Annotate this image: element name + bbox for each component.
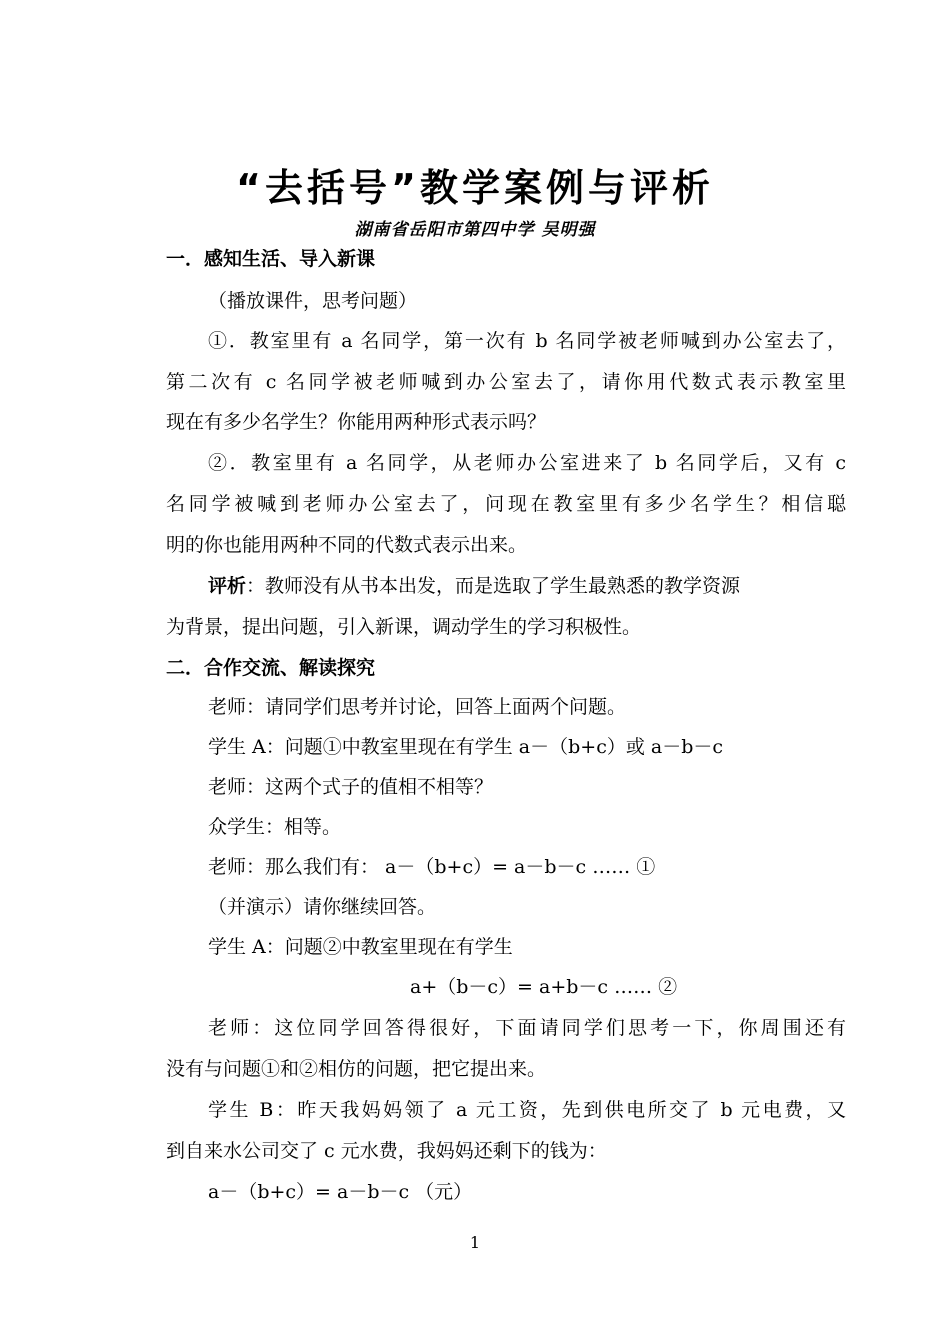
dialogue-line-5: 老师：那么我们有： a－（b+c）= a－b－c …… ① — [208, 856, 656, 878]
document-title: “去括号”教学案例与评析 — [236, 166, 714, 210]
paragraph-note: （播放课件，思考问题） — [208, 290, 418, 312]
comment-line-2: 为背景，提出问题，引入新课，调动学生的学习积极性。 — [166, 616, 642, 638]
dialogue-line-9a: 老师：这位同学回答得很好，下面请同学们思考一下，你周围还有 — [208, 1017, 846, 1039]
question-1-line-2: 第二次有 c 名同学被老师喊到办公室去了，请你用代数式表示教室里 — [166, 371, 846, 393]
dialogue-line-2: 学生 A：问题①中教室里现在有学生 a－（b+c）或 a－b－c — [208, 736, 724, 758]
page-number: 1 — [469, 1233, 481, 1252]
formula-2: a+（b－c）= a+b－c …… ② — [410, 976, 678, 998]
dialogue-line-9b: 没有与问题①和②相仿的问题，把它提出来。 — [166, 1058, 547, 1080]
dialogue-line-7: 学生 A：问题②中教室里现在有学生 — [208, 936, 513, 958]
dialogue-line-3: 老师：这两个式子的值相不相等？ — [208, 776, 494, 798]
comment-line-1 — [208, 571, 846, 601]
section-heading-1: 一．感知生活、导入新课 — [166, 248, 376, 270]
dialogue-line-4: 众学生：相等。 — [208, 816, 342, 838]
question-2-line-1: ②．教室里有 a 名同学，从老师办公室进来了 b 名同学后，又有 c — [208, 452, 846, 474]
dialogue-line-6: （并演示）请你继续回答。 — [208, 896, 437, 918]
question-1-line-1: ①．教室里有 a 名同学，第一次有 b 名同学被老师喊到办公室去了， — [208, 330, 846, 352]
section-heading-2: 二．合作交流、解读探究 — [166, 657, 376, 679]
question-2-line-3: 明的你也能用两种不同的代数式表示出来。 — [166, 534, 528, 556]
formula-3: a－（b+c）= a－b－c （元） — [208, 1181, 473, 1203]
question-2-line-2: 名同学被喊到老师办公室去了，问现在教室里有多少名学生？相信聪 — [166, 493, 846, 515]
author-line: 湖南省岳阳市第四中学 吴明强 — [354, 220, 596, 240]
comment-label: 评析 — [208, 575, 247, 597]
question-1-line-3: 现在有多少名学生？你能用两种形式表示吗？ — [166, 411, 547, 433]
comment-text-1: ：教师没有从书本出发，而是选取了学生最熟悉的教学资源 — [246, 575, 741, 597]
dialogue-line-10a: 学生 B：昨天我妈妈领了 a 元工资，先到供电所交了 b 元电费，又 — [208, 1099, 846, 1121]
dialogue-line-1: 老师：请同学们思考并讨论，回答上面两个问题。 — [208, 696, 627, 718]
dialogue-line-10b: 到自来水公司交了 c 元水费，我妈妈还剩下的钱为： — [166, 1140, 607, 1162]
